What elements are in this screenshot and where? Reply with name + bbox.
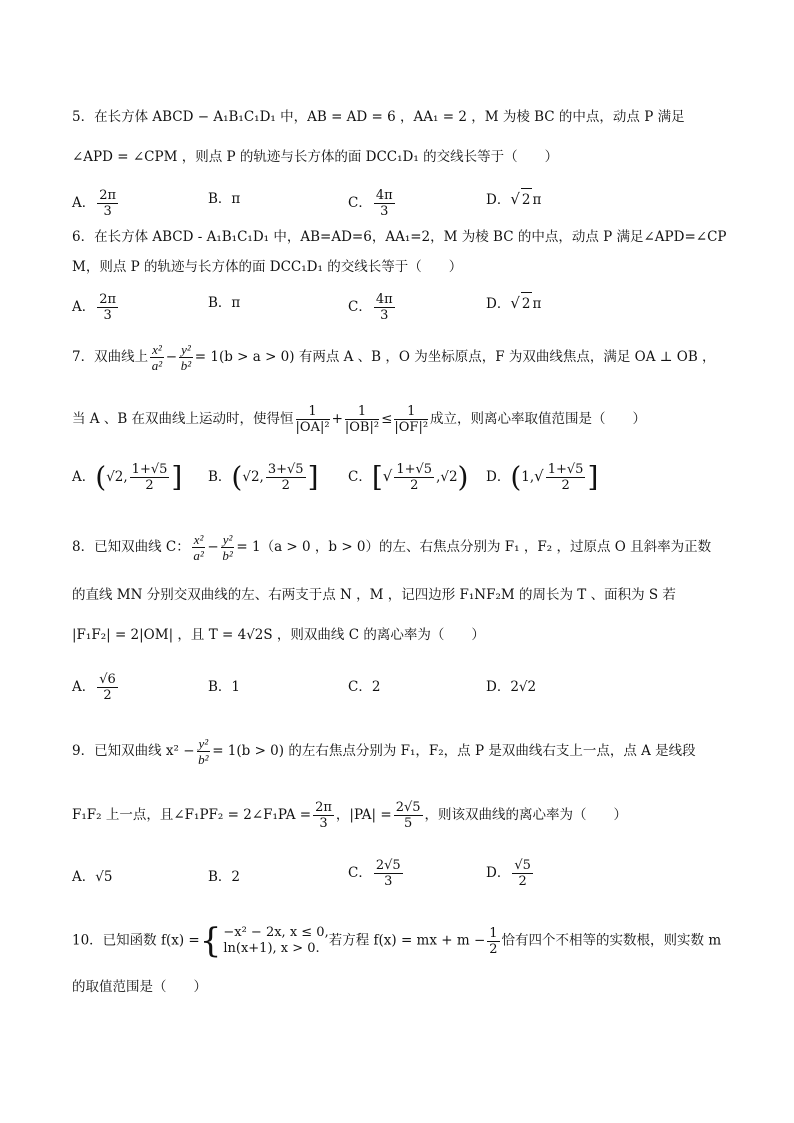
q5-line1: 5．在长方体 ABCD − A₁B₁C₁D₁ 中，AB = AD = 6 ，AA₁ = 2 ，M 为棱 BC 的中点，动点 P 满足 bbox=[72, 109, 685, 125]
q10-piecewise: −x² − 2x, x ≤ 0, ln(x+1), x > 0. bbox=[223, 925, 329, 956]
q8-line2: 的直线 MN 分别交双曲线的左、右两支于点 N ，M ，记四边形 F₁NF₂M 的周长为 T 、面积为 S 若 bbox=[72, 587, 676, 603]
q5-option-b: B．π bbox=[208, 191, 241, 207]
q8-option-d: D．2√2 bbox=[486, 679, 537, 695]
q6-line2: M，则点 P 的轨迹与长方体的面 DCC₁D₁ 的交线长等于（ ） bbox=[72, 259, 463, 275]
q7-option-b: B．(√2, $\frac{3+√5}{2}$ ] bbox=[208, 460, 319, 494]
q7-option-a: A．(√2, $\frac{1+√5}{2}$ ] bbox=[72, 460, 183, 494]
q8-line1: 8．已知双曲线 C： $\frac{\text{x²}}{\text{a²}}$ − $\frac{\text{y²}}{\text{b²}}$ = 1（a > 0 ，b > 0）的左、右焦点分别为 F₁ ，F₂ ，过原点 O 且斜率为正数 bbox=[72, 532, 712, 563]
q7-line2: 当 A 、B 在双曲线上运动时，使得恒 $\frac{1}{\text{|OA|²}}$ + $\frac{1}{\text{|OB|²}}$ ≤ $\frac{1}{\text{|OF|²}}$ 成立，则离心率取值范围是（ ） bbox=[72, 404, 647, 435]
q6-option-a: A． $\frac{2\pi}{3}$ bbox=[72, 292, 117, 323]
q6-option-a-fraction: $\frac{2\pi}{3}$ bbox=[99, 292, 117, 323]
q5-line2: ∠APD = ∠CPM ，则点 P 的轨迹与长方体的面 DCC₁D₁ 的交线长等于（ ） bbox=[72, 149, 559, 165]
q5-option-c-fraction: $\frac{4\pi}{3}$ bbox=[375, 188, 393, 219]
q6-option-d: D．√ 2 π bbox=[486, 292, 541, 315]
q8-line3: |F₁F₂| = 2|OM| ，且 T = 4√2S ，则双曲线 C 的离心率为（ ） bbox=[72, 627, 485, 643]
q9-line2: F₁F₂ 上一点，且∠F₁PF₂ = 2∠F₁PA = $\frac{2\pi}{3}$ ，|PA| = $\frac{2√5}{5}$ ，则该双曲线的离心率为（ ） bbox=[72, 800, 628, 831]
q9-frac-y: $\frac{\text{y²}}{\text{b²}}$ bbox=[198, 736, 209, 767]
q8-frac-y: $\frac{\text{y²}}{\text{b²}}$ bbox=[222, 532, 233, 563]
q10-line1: 10．已知函数 f(x) ={ −x² − 2x, x ≤ 0, ln(x+1), x > 0. 若方程 f(x) = mx + m − $\frac{1}{2}$ 恰有四个不相等的实数根，则实数 m bbox=[72, 921, 722, 961]
q8-option-a: A． $\frac{√6}{2}$ bbox=[72, 672, 116, 703]
q7-term-of: $\frac{1}{\text{|OF|²}}$ bbox=[394, 404, 429, 435]
q7-option-c: C．[√ $\frac{1+√5}{2}$ ,√2) bbox=[348, 460, 469, 494]
q6-option-c: C． $\frac{4\pi}{3}$ bbox=[348, 292, 393, 323]
q9-option-d: D． $\frac{√5}{2}$ bbox=[486, 858, 531, 889]
q8-option-b: B．1 bbox=[208, 679, 241, 695]
q9-option-c: C． $\frac{2√5}{3}$ bbox=[348, 858, 401, 889]
q7-frac-x: $\frac{\text{x²}}{\text{a²}}$ bbox=[151, 342, 163, 373]
q9-option-b: B．2 bbox=[208, 869, 241, 885]
q7-frac-y: $\frac{\text{y²}}{\text{b²}}$ bbox=[180, 342, 192, 373]
q10-line2: 的取值范围是（ ） bbox=[72, 979, 207, 995]
q5-option-d: D．√ 2 π bbox=[486, 188, 541, 211]
q8-option-c: C．2 bbox=[348, 679, 381, 695]
q8-frac-x: $\frac{\text{x²}}{\text{a²}}$ bbox=[193, 532, 204, 563]
q6-option-b: B．π bbox=[208, 295, 241, 311]
q7-term-oa: $\frac{1}{\text{|OA|²}}$ bbox=[295, 404, 330, 435]
q6-line1: 6．在长方体 ABCD - A₁B₁C₁D₁ 中，AB=AD=6，AA₁=2，M 为棱 BC 的中点，动点 P 满足∠APD=∠CP bbox=[72, 229, 727, 245]
q5-option-a-fraction: $\frac{2\pi}{3}$ bbox=[99, 188, 117, 219]
q9-line1: 9．已知双曲线 x² − $\frac{\text{y²}}{\text{b²}}$ = 1(b > 0) 的左右焦点分别为 F₁，F₂，点 P 是双曲线右支上一点，点 A 是线段 bbox=[72, 736, 696, 767]
q6-option-c-fraction: $\frac{4\pi}{3}$ bbox=[375, 292, 393, 323]
q5-option-c: C． $\frac{4\pi}{3}$ bbox=[348, 188, 393, 219]
q7-option-d: D．(1,√ $\frac{1+√5}{2}$ ] bbox=[486, 460, 599, 494]
q7-line1: 7．双曲线上 $\frac{\text{x²}}{\text{a²}}$ − $\frac{\text{y²}}{\text{b²}}$ = 1(b > a > 0) 有两点 A 、B ，O 为坐标原点，F 为双曲线焦点，满足 OA ⊥ OB ， bbox=[72, 342, 716, 373]
q9-option-a: A．√5 bbox=[72, 869, 113, 885]
q7-term-ob: $\frac{1}{\text{|OB|²}}$ bbox=[344, 404, 380, 435]
q5-option-a: A． $\frac{2\pi}{3}$ bbox=[72, 188, 117, 219]
